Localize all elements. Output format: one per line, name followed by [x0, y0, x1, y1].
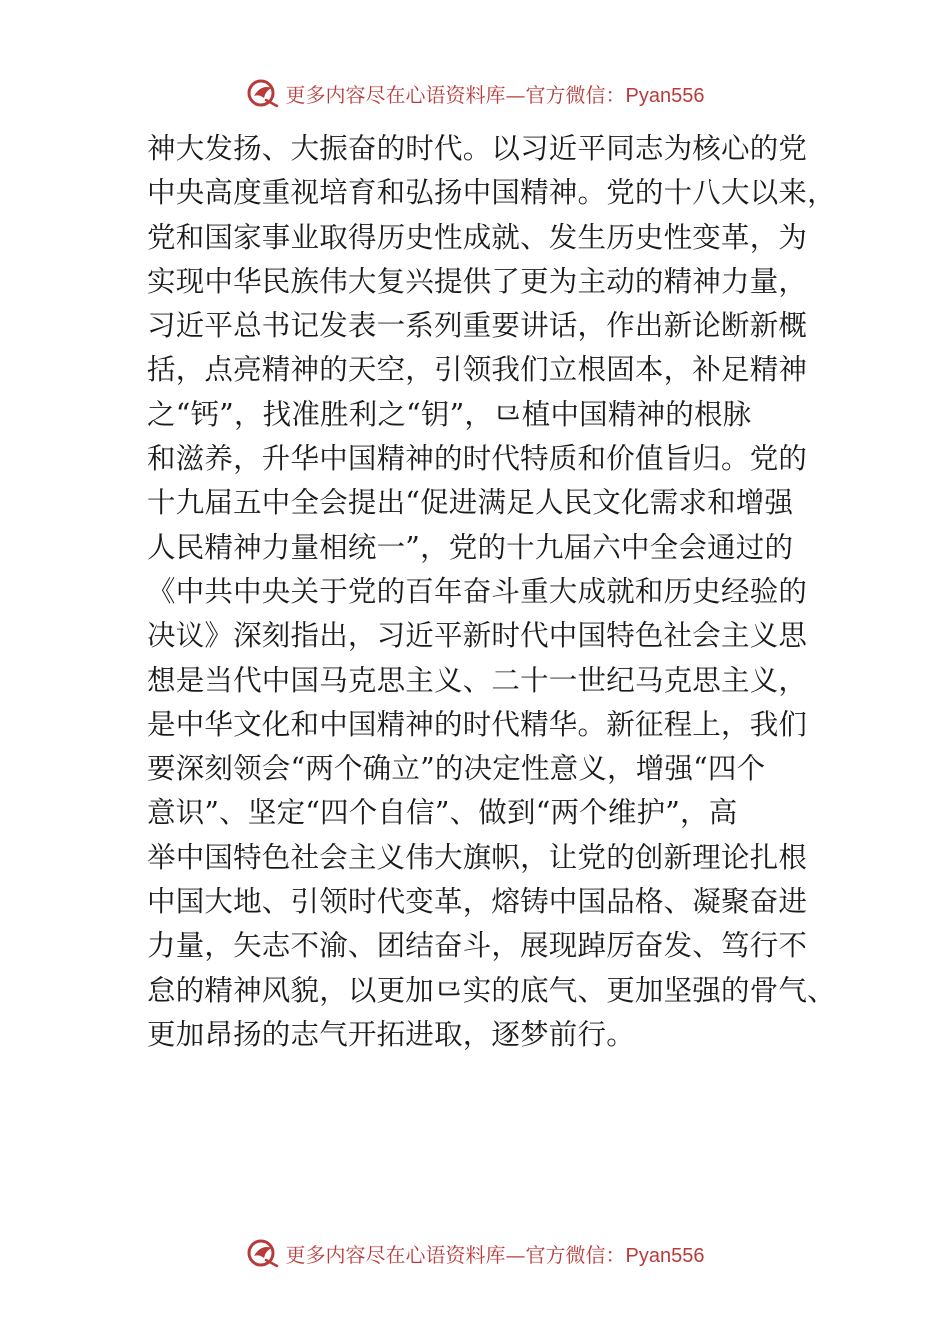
header-banner [0, 73, 950, 113]
footer-banner [0, 1233, 950, 1273]
text-line: 要深刻领会“两个确立”的决定性意义，增强“四个 [147, 752, 766, 786]
body-text [147, 127, 836, 1057]
text-line: 决议》深刻指出，习近平新时代中国特色社会主义思 [147, 619, 808, 653]
text-line: 更加昂扬的志气开拓进取，逐梦前行。 [147, 1017, 635, 1051]
text-line: 举中国特色社会主义伟大旗帜，让党的创新理论扎根 [147, 840, 808, 874]
text-line: 想是当代中国马克思主义、二十一世纪马克思主义， [147, 663, 808, 697]
text-line: 习近平总书记发表一系列重要讲话，作出新论断新概 [147, 309, 808, 343]
text-line: 神大发扬、大振奋的时代。以习近平同志为核心的党 [147, 132, 808, 165]
banner-handle: Pyan556 [625, 1244, 705, 1267]
brand-logo-icon [246, 1236, 280, 1270]
text-line: 怠的精神风貌，以更加⺋实的底气、更加坚强的骨气、 [147, 973, 836, 1007]
text-line: 力量，矢志不渝、团结奋斗，展现踔厉奋发、笃行不 [147, 929, 808, 963]
text-line: 之“钙”，找准胜利之“钥”，⺋植中国精神的根脉 [147, 397, 752, 431]
text-line: 实现中华民族伟大复兴提供了更为主动的精神力量， [147, 264, 808, 298]
brand-logo-icon [246, 76, 280, 110]
text-line: 中国大地、引领时代变革，熔铸中国品格、凝聚奋进 [147, 885, 808, 919]
banner-handle: Pyan556 [625, 84, 705, 107]
text-line: 中央高度重视培育和弘扬中国精神。党的十八大以来， [147, 176, 836, 210]
text-line: 是中华文化和中国精神的时代精华。新征程上，我们 [147, 707, 808, 741]
text-line: 和滋养，升华中国精神的时代特质和价值旨归。党的 [147, 442, 808, 476]
text-line: 党和国家事业取得历史性成就、发生历史性变革，为 [147, 220, 808, 254]
banner-text: 更多内容尽在心语资料库—官方微信：Pyan556 [285, 1242, 705, 1267]
text-line: 十九届五中全会提出“促进满足人民文化需求和增强 [147, 486, 794, 520]
text-line: 括，点亮精神的天空，引领我们立根固本，补足精神 [147, 353, 808, 387]
text-line: 人民精神力量相统一”，党的十九届六中全会通过的 [147, 530, 794, 564]
text-line: 《中共中央关于党的百年奋斗重大成就和历史经验的 [147, 574, 808, 608]
banner-text: 更多内容尽在心语资料库—官方微信：Pyan556 [285, 82, 705, 107]
text-line: 意识”、坚定“四个自信”、做到“两个维护”，高 [147, 796, 738, 830]
